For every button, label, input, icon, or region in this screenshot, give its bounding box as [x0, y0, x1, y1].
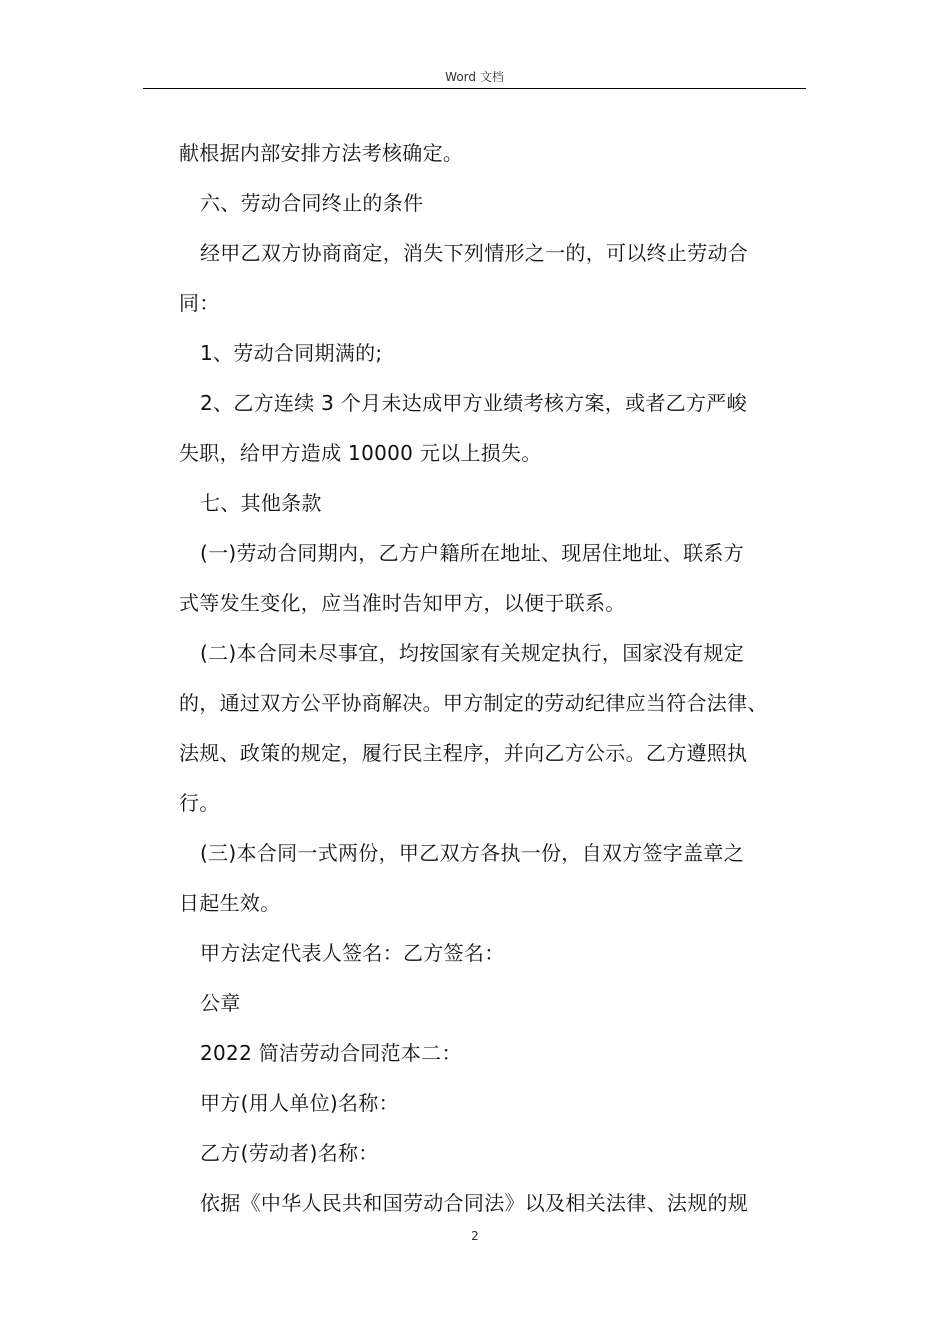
template-title: 2022 简洁劳动合同范本二：	[200, 1041, 462, 1065]
seal-label: 公章	[200, 991, 241, 1015]
text-line: 失职，给甲方造成 10000 元以上损失。	[179, 441, 542, 465]
party-b-name: 乙方(劳动者)名称：	[200, 1141, 379, 1165]
party-a-name: 甲方(用人单位)名称：	[200, 1091, 399, 1115]
text-line: 经甲乙双方协商商定，消失下列情形之一的，可以终止劳动合	[200, 241, 749, 265]
document-body	[179, 128, 829, 1228]
text-line: 日起生效。	[179, 891, 281, 915]
text-line: 法规、政策的规定，履行民主程序，并向乙方公示。乙方遵照执	[179, 741, 748, 765]
text-line: 式等发生变化，应当准时告知甲方，以便于联系。	[179, 591, 626, 615]
list-item: 2、乙方连续 3 个月未达成甲方业绩考核方案，或者乙方严峻	[200, 391, 747, 415]
page-number: 2	[471, 1229, 479, 1243]
text-line: 的，通过双方公平协商解决。甲方制定的劳动纪律应当符合法律、	[179, 691, 768, 715]
section-heading: 七、其他条款	[200, 491, 322, 515]
text-line: 同：	[179, 291, 220, 315]
list-item: 1、劳动合同期满的;	[200, 341, 383, 365]
text-line: 依据《中华人民共和国劳动合同法》以及相关法律、法规的规	[200, 1191, 749, 1215]
clause-item: (一)劳动合同期内，乙方户籍所在地址、现居住地址、联系方	[200, 541, 745, 565]
clause-item: (三)本合同一式两份，甲乙双方各执一份，自双方签字盖章之	[200, 841, 745, 865]
page-header: Word 文档	[445, 70, 504, 84]
text-line: 献根据内部安排方法考核确定。	[179, 141, 464, 165]
clause-item: (二)本合同未尽事宜，均按国家有关规定执行，国家没有规定	[200, 641, 745, 665]
text-line: 行。	[179, 791, 220, 815]
signature-line: 甲方法定代表人签名：乙方签名：	[200, 941, 505, 965]
section-heading: 六、劳动合同终止的条件	[200, 191, 424, 215]
header-divider	[143, 88, 806, 89]
